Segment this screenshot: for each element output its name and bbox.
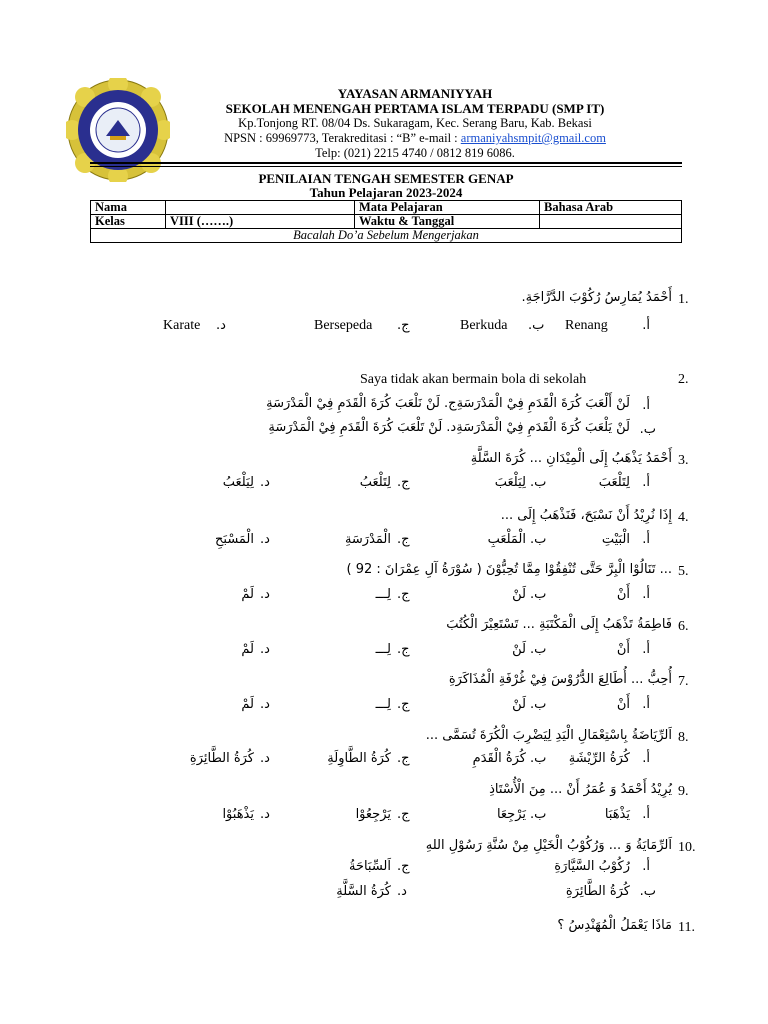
kelas-value: VIII (…….) <box>166 215 355 229</box>
option-text[interactable]: أَنْ <box>616 642 630 657</box>
option-label: أ. <box>642 807 650 822</box>
letterhead <box>185 86 645 161</box>
option-text[interactable]: لِيَلْعَبَ <box>494 475 526 490</box>
question-number: 11. <box>678 920 695 935</box>
option-text[interactable]: Karate <box>163 318 201 333</box>
nama-label: Nama <box>91 201 166 215</box>
waktu-label: Waktu & Tanggal <box>355 215 540 229</box>
option-label: ب. <box>530 751 547 766</box>
option-label: أ. <box>642 751 650 766</box>
option-label: أ. <box>642 587 650 602</box>
option-text[interactable]: لَنْ <box>512 642 526 657</box>
question-number: 4. <box>678 510 689 525</box>
option-text[interactable]: كُرَةُ الطَّائِرَةِ <box>565 884 630 899</box>
option-label: أ. <box>642 398 650 413</box>
header-rule-thin <box>90 166 682 167</box>
exam-year: Tahun Pelajaran 2023-2024 <box>309 185 463 200</box>
option-label: ب. <box>639 422 656 437</box>
option-label: د. <box>260 642 270 657</box>
question-number: 6. <box>678 619 689 634</box>
question-text: يُرِيْدُ أَحْمَدُ وَ عُمَرُ أَنْ ... مِنَ الْأُسْتَاذِ <box>489 782 672 797</box>
option-text[interactable]: يَرْجِعُوْا <box>355 807 391 822</box>
exam-title: PENILAIAN TENGAH SEMESTER GENAP <box>258 171 514 186</box>
option-text[interactable]: Bersepeda <box>314 318 373 333</box>
waktu-field[interactable] <box>540 215 682 229</box>
option-label: د. <box>260 532 270 547</box>
question-text: أُحِبُّ ... أُطَالِعَ الدُّرُوْسَ فِيْ غُرْفَةِ الْمُذَاكَرَةِ <box>448 672 672 687</box>
option-text[interactable]: اَلسِّبَاحَةُ <box>348 859 391 874</box>
question-text: مَاذَا يَعْمَلُ الْمُهَنْدِسُ ؟ <box>557 918 672 933</box>
option-label: أ. <box>642 475 650 490</box>
option-text[interactable]: Berkuda <box>460 318 508 333</box>
option-label: د. <box>260 475 270 490</box>
option-text[interactable]: لَمْ <box>241 587 254 602</box>
kelas-label: Kelas <box>91 215 166 229</box>
option-label: أ. <box>642 697 650 712</box>
question-text: ... تَنَالُوْا الْبِرَّ حَتَّى تُنْفِقُوْا مِمَّا تُحِبُّوْنَ ( سُوْرَةُ آلِ عِمْرَانَ : 92 ) <box>346 562 672 577</box>
question-text: إِذَا نُرِيْدُ أَنْ نَسْبَحَ، فَنَذْهَبُ إِلَى ... <box>500 508 672 523</box>
question-text: اَلرِّيَاضَةُ بِاسْتِعْمَالِ الْيَدِ لِيَضْرِبَ الْكُرَةَ تُسَمَّى ... <box>425 728 672 743</box>
question-number: 2. <box>678 372 689 387</box>
option-text[interactable]: Renang <box>565 318 608 333</box>
option-label: ب. <box>528 318 545 333</box>
option-label: د. <box>216 318 226 333</box>
question-text: أَحْمَدُ يَذْهَبُ إِلَى الْمِيْدَانِ ... كُرَةَ السَّلَّةِ <box>470 451 672 466</box>
option-text[interactable]: لَمْ <box>241 697 254 712</box>
header-rule-thick <box>90 162 682 164</box>
option-text[interactable]: كُرَةُ الطَّاوِلَةِ <box>327 751 391 766</box>
question-text: أَحْمَدُ يُمَارِسُ رُكُوْبَ الدَّرَّاجَةِ. <box>521 290 672 305</box>
question-text: Saya tidak akan bermain bola di sekolah <box>360 372 587 387</box>
option-text[interactable]: لَنْ يَلْعَبَ كُرَةَ الْقَدَمِ فِيْ الْمَدْرَسَةِد. لَنْ تَلْعَبَ كُرَةَ الْقَدَمِ فِيْ الْمَدْرَسَةِ <box>268 420 630 435</box>
option-label: ب. <box>639 884 656 899</box>
option-label: أ. <box>642 532 650 547</box>
question-number: 7. <box>678 674 689 689</box>
option-label: ج. <box>397 318 410 333</box>
mapel-label: Mata Pelajaran <box>355 201 540 215</box>
option-text[interactable]: كُرَةُ الْقَدَمِ <box>472 751 526 766</box>
option-label: د. <box>260 807 270 822</box>
prayer-note: Bacalah Do’a Sebelum Mengerjakan <box>91 229 682 243</box>
option-text[interactable]: أَنْ <box>616 697 630 712</box>
foundation-name: YAYASAN ARMANIYYAH <box>337 86 493 101</box>
option-text[interactable]: كُرَةُ الرِّيْشَةِ <box>568 751 630 766</box>
school-address: Kp.Tonjong RT. 08/04 Ds. Sukaragam, Kec. Serang Baru, Kab. Bekasi <box>238 116 592 130</box>
option-text[interactable]: كُرَةُ السَّلَّةِ <box>336 884 391 899</box>
option-label: ب. <box>530 475 547 490</box>
school-name: SEKOLAH MENENGAH PERTAMA ISLAM TERPADU (SMP IT) <box>225 101 605 116</box>
option-text[interactable]: لَنْ <box>512 587 526 602</box>
option-label: ب. <box>530 587 547 602</box>
option-text[interactable]: رُكُوْبُ السَّيَّارَةِ <box>554 859 630 874</box>
option-label: ج. <box>397 475 410 490</box>
option-text[interactable]: يَرْجِعَا <box>496 807 526 822</box>
option-label: أ. <box>642 859 650 874</box>
option-text[interactable]: لَنْ <box>512 697 526 712</box>
option-text[interactable]: لِيَلْعَبُ <box>222 475 254 490</box>
option-label: ب. <box>530 532 547 547</box>
option-text[interactable]: الْبَيْتِ <box>601 532 630 547</box>
option-label: ب. <box>530 642 547 657</box>
mapel-value: Bahasa Arab <box>540 201 682 215</box>
option-label: ج. <box>397 859 410 874</box>
option-label: ج. <box>397 697 410 712</box>
option-label: ج. <box>397 532 410 547</box>
question-number: 3. <box>678 453 689 468</box>
question-number: 10. <box>678 840 696 855</box>
email-link[interactable]: armaniyahsmpit@gmail.com <box>460 131 606 145</box>
question-number: 8. <box>678 730 689 745</box>
question-number: 1. <box>678 292 689 307</box>
option-text[interactable]: كُرَةُ الطَّائِرَةِ <box>189 751 254 766</box>
option-label: د. <box>397 884 407 899</box>
question-text: فَاطِمَةُ تَذْهَبُ إِلَى الْمَكْتَبَةِ ... تَسْتَعِيْرَ الْكُتُبَ <box>446 617 672 632</box>
option-text[interactable]: يَذْهَبَا <box>604 807 630 822</box>
option-label: د. <box>260 587 270 602</box>
option-label: أ. <box>642 642 650 657</box>
option-text[interactable]: لَمْ <box>241 642 254 657</box>
option-label: ب. <box>530 807 547 822</box>
option-text[interactable]: الْمَدْرَسَةِ <box>344 532 391 547</box>
option-text[interactable]: لِـــ <box>375 587 391 602</box>
option-text[interactable]: لِتَلْعَبَ <box>598 475 630 490</box>
option-label: أ. <box>642 318 650 333</box>
option-text[interactable]: أَنْ <box>616 587 630 602</box>
school-phone: Telp: (021) 2215 4740 / 0812 819 6086. <box>315 146 515 160</box>
option-label: ج. <box>397 751 410 766</box>
question-number: 9. <box>678 784 689 799</box>
option-label: د. <box>260 697 270 712</box>
option-text[interactable]: لَنْ أَلْعَبَ كُرَةَ الْقَدَمِ فِيْ الْمَدْرَسَةِج. لَنْ نَلْعَبَ كُرَةَ الْقَدَمِ فِيْ الْمَدْرَسَةِ <box>266 396 630 411</box>
nama-field[interactable] <box>166 201 355 215</box>
school-npsn: NPSN : 69969773, Terakreditasi : “B” e-mail : armaniyahsmpit@gmail.com <box>224 131 606 145</box>
option-text[interactable]: لِتَلْعَبُ <box>359 475 391 490</box>
option-text[interactable]: الْمَسْبَحِ <box>215 532 254 547</box>
option-text[interactable]: لِـــ <box>375 642 391 657</box>
option-label: د. <box>260 751 270 766</box>
option-label: ب. <box>530 697 547 712</box>
option-text[interactable]: الْمَلْعَبِ <box>487 532 526 547</box>
option-label: ج. <box>397 587 410 602</box>
option-label: ج. <box>397 642 410 657</box>
option-label: ج. <box>397 807 410 822</box>
option-text[interactable]: يَذْهَبُوْا <box>222 807 254 822</box>
question-number: 5. <box>678 564 689 579</box>
question-text: اَلرِّمَايَةُ وَ ... وَرُكُوْبُ الْخَيْلِ مِنْ سُنَّةِ رَسُوْلِ اللهِ <box>425 838 672 853</box>
student-info-table <box>90 200 682 243</box>
option-text[interactable]: لِـــ <box>375 697 391 712</box>
